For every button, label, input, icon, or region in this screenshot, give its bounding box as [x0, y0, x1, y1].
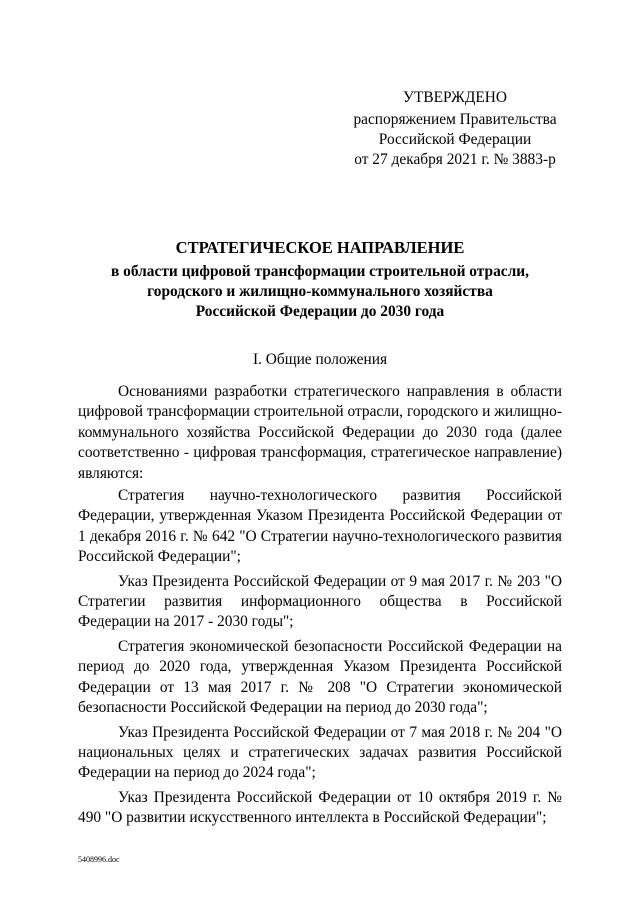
- approval-title: УТВЕРЖДЕНО: [403, 89, 507, 106]
- document-title: [0, 238, 640, 322]
- title-main: СТРАТЕГИЧЕСКОЕ НАПРАВЛЕНИЕ: [175, 238, 465, 257]
- title-sub-2: городского и жилищно-коммунального хозяйства: [147, 283, 493, 300]
- paragraph: Стратегия экономической безопасности Российской Федерации на период до 2020 года, утвержденная Указом Президента Российской Федерации от 13 мая 2017 г. № 208 "О Стратегии экономической безопасности Российской Федерации на период до 2030 года";: [78, 637, 562, 717]
- approval-authority: распоряжением Правительства: [353, 111, 557, 128]
- title-sub-1: в области цифровой трансформации строительной отрасли,: [111, 263, 529, 280]
- file-name-footer: 5408996.doc: [78, 855, 120, 864]
- paragraph: Указ Президента Российской Федерации от 10 октября 2019 г. № 490 "О развитии искусственного интеллекта в Российской Федерации";: [78, 788, 562, 827]
- document-body: [78, 382, 562, 829]
- paragraph: Указ Президента Российской Федерации от 9 мая 2017 г. № 203 "О Стратегии развития информационного общества в Российской Федерации на 2017 - 2030 годы";: [78, 572, 562, 631]
- approval-date-number: от 27 декабря 2021 г. № 3883-р: [354, 151, 556, 168]
- paragraph: Основаниями разработки стратегического направления в области цифровой трансформации строительной отрасли, городского и жилищно-коммунального хозяйства Российской Федерации до 2030 года (далее соответственно - цифровая трансформация, стратегическое направление) являются:: [78, 383, 562, 482]
- section-heading: I. Общие положения: [252, 351, 388, 368]
- title-sub-3: Российской Федерации до 2030 года: [195, 303, 445, 320]
- paragraph: Стратегия научно-технологического развития Российской Федерации, утвержденная Указом Президента Российской Федерации от 1 декабря 2016 г. № 642 "О Стратегии научно-технологического развития Российской Федерации";: [78, 487, 562, 566]
- paragraph: Указ Президента Российской Федерации от 7 мая 2018 г. № 204 "О национальных целях и стратегических задачах развития Российской Федерации на период до 2024 года";: [78, 723, 562, 782]
- approval-country: Российской Федерации: [378, 131, 532, 148]
